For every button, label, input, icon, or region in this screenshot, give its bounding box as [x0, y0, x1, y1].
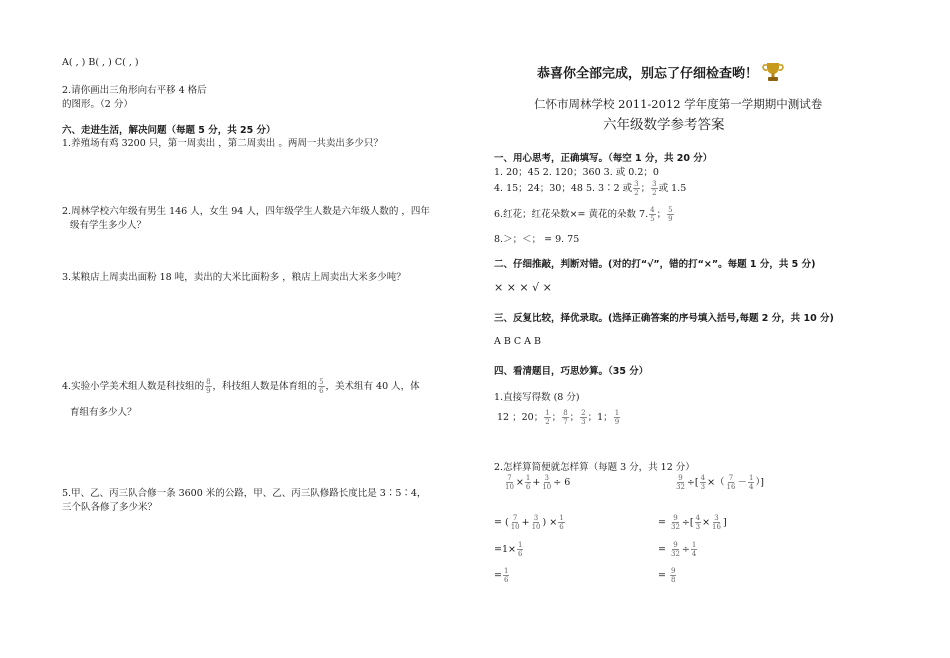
- fraction: $\frac{1}{4}$: [748, 474, 754, 491]
- section-1-title: 一、用心思考，正确填写。（每空 1 分，共 20 分）: [494, 153, 713, 164]
- section-3-title: 三、反复比较，择优录取。(选择正确答案的序号填入括号,每题 2 分，共 10 分): [494, 313, 834, 324]
- section-6-title: 六、走进生活，解决问题（每题 5 分，共 25 分）: [62, 125, 276, 136]
- section-1-answers-line3: 6.红花；红花朵数×= 黄花的朵数 7. $\frac{4}{5}$ ； $\frac{5}{9}$: [494, 206, 673, 223]
- section-4-title: 四、看清题目，巧思妙算。（35 分）: [494, 366, 649, 377]
- calc-a-step1: = ( $\frac{7}{10}$ + $\frac{3}{10}$ ) × $\frac{1}{6}$: [494, 514, 564, 531]
- section-2-title: 二、仔细推敲，判断对错。(对的打“√”，错的打“×”。每题 1 分，共 5 分): [494, 259, 816, 270]
- fraction: $\frac{3}{16}$: [712, 514, 721, 531]
- fraction: $\frac{5}{9}$: [668, 206, 673, 223]
- section-1-answers-line4: 8.＞；＜； = 9. 75: [494, 234, 580, 245]
- calc-b-step1: = $\frac{9}{32}$ ÷[ $\frac{4}{3}$ × $\frac{3}{16}$ ]: [658, 514, 727, 531]
- school-exam-title: 仁怀市周林学校 2011-2012 学年度第一学期期中测试卷: [534, 97, 823, 111]
- section-4-q2-title: 2.怎样算简便就怎样算（每题 3 分，共 12 分）: [494, 462, 695, 473]
- fraction: $\frac{1}{2}$: [545, 409, 550, 426]
- calc-b-expression: $\frac{9}{32}$ ÷[ $\frac{4}{3}$ ×（ $\frac{7}{16}$ － $\frac{1}{4}$ ）]: [676, 474, 764, 491]
- fraction: $\frac{7}{16}$: [726, 474, 736, 491]
- fraction: $\frac{3}{10}$: [531, 514, 541, 531]
- question-2-line2: 的图形。（2 分）: [62, 99, 133, 110]
- problem-4-text-c: ，美术组有 40 人，体: [325, 381, 420, 392]
- fraction: $\frac{9}{32}$: [671, 541, 680, 558]
- calc-a-step2: =1× $\frac{1}{6}$: [494, 541, 523, 558]
- calc-a-expression: $\frac{7}{10}$ × $\frac{1}{6}$ + $\frac{3}{10}$ ÷ 6: [505, 474, 571, 491]
- fraction: $\frac{4}{3}$: [695, 514, 701, 531]
- question-2-line1: 2.请你画出三角形向右平移 4 格后: [62, 85, 207, 96]
- fraction: $\frac{9}{8}$: [671, 567, 676, 584]
- fraction: $\frac{1}{6}$: [503, 567, 509, 584]
- fraction: $\frac{8}{7}$: [563, 409, 568, 426]
- problem-4-line2: 育组有多少人？: [70, 407, 137, 418]
- problem-4-line1: [62, 378, 420, 395]
- fraction: $\frac{1}{9}$: [614, 409, 620, 426]
- section-4-q1-answers: 12 ；20； $\frac{1}{2}$ ； $\frac{8}{7}$ ； $\frac{2}{3}$ ；1； $\frac{1}{9}$: [497, 409, 620, 426]
- fraction: $\frac{5}{6}$: [319, 378, 324, 395]
- section-1-answers-line2: 4. 15；24；30；48 5. 3∶2 或 $\frac{3}{2}$ ； $\frac{3}{2}$ 或 1.5: [494, 180, 687, 197]
- calc-b-step3: = $\frac{9}{8}$: [658, 567, 676, 584]
- fraction: $\frac{3}{2}$: [634, 180, 639, 197]
- fraction: $\frac{9}{32}$: [671, 514, 680, 531]
- problem-5-line1: 5.甲、乙、丙三队合修一条 3600 米的公路，甲、乙、丙三队修路长度比是 3∶5∶4，: [62, 488, 427, 499]
- congrats-banner: 恭喜你全部完成，别忘了仔细检查哟！: [537, 61, 784, 87]
- problem-1: 1.养殖场有鸡 3200 只，第一周卖出 ，第二周卖出 。两周一共卖出多少只？: [62, 138, 383, 149]
- calc-a-step3: = $\frac{1}{6}$: [494, 567, 509, 584]
- section-1-answers-line1: 1. 20；45 2. 120；360 3. 或 0.2；0: [494, 167, 659, 178]
- answer-key-title: 六年级数学参考答案: [603, 117, 725, 133]
- fraction: $\frac{1}{6}$: [559, 514, 564, 531]
- fraction: $\frac{1}{6}$: [525, 474, 531, 491]
- fraction: $\frac{1}{6}$: [517, 541, 523, 558]
- fraction: $\frac{9}{32}$: [676, 474, 685, 491]
- fraction: $\frac{4}{3}$: [700, 474, 706, 491]
- problem-5-line2: 三个队各修了多少米？: [62, 502, 158, 513]
- fraction: $\frac{3}{10}$: [542, 474, 552, 491]
- problem-3: 3.某粮店上周卖出面粉 18 吨，卖出的大米比面粉多 ，粮店上周卖出大米多少吨？: [62, 272, 406, 283]
- fraction: $\frac{2}{3}$: [581, 409, 586, 426]
- fraction: $\frac{3}{2}$: [652, 180, 657, 197]
- fraction: $\frac{4}{5}$: [650, 206, 655, 223]
- problem-2-line2: 级有学生多少人？: [70, 220, 147, 231]
- problem-2-line1: 2.周林学校六年级有男生 146 人，女生 94 人，四年级学生人数是六年级人数的 ，四年: [62, 206, 430, 217]
- problem-4-text-b: ，科技组人数是体育组的: [212, 381, 318, 392]
- fraction: $\frac{7}{10}$: [510, 514, 520, 531]
- fraction: $\frac{7}{10}$: [505, 474, 514, 491]
- fraction: $\frac{1}{4}$: [691, 541, 697, 558]
- trophy-icon: [762, 61, 784, 87]
- section-2-answers: × × × √ ×: [494, 281, 552, 294]
- problem-4-text-a: 4.实验小学美术组人数是科技组的: [62, 381, 205, 392]
- section-3-answers: A B C A B: [494, 336, 542, 347]
- calc-b-step2: = $\frac{9}{32}$ ÷ $\frac{1}{4}$: [658, 541, 697, 558]
- coordinate-blanks: A( , ) B( , ) C( , ): [62, 57, 139, 68]
- fraction: $\frac{8}{9}$: [206, 378, 211, 395]
- section-4-q1-title: 1.直接写得数 (8 分): [494, 392, 580, 403]
